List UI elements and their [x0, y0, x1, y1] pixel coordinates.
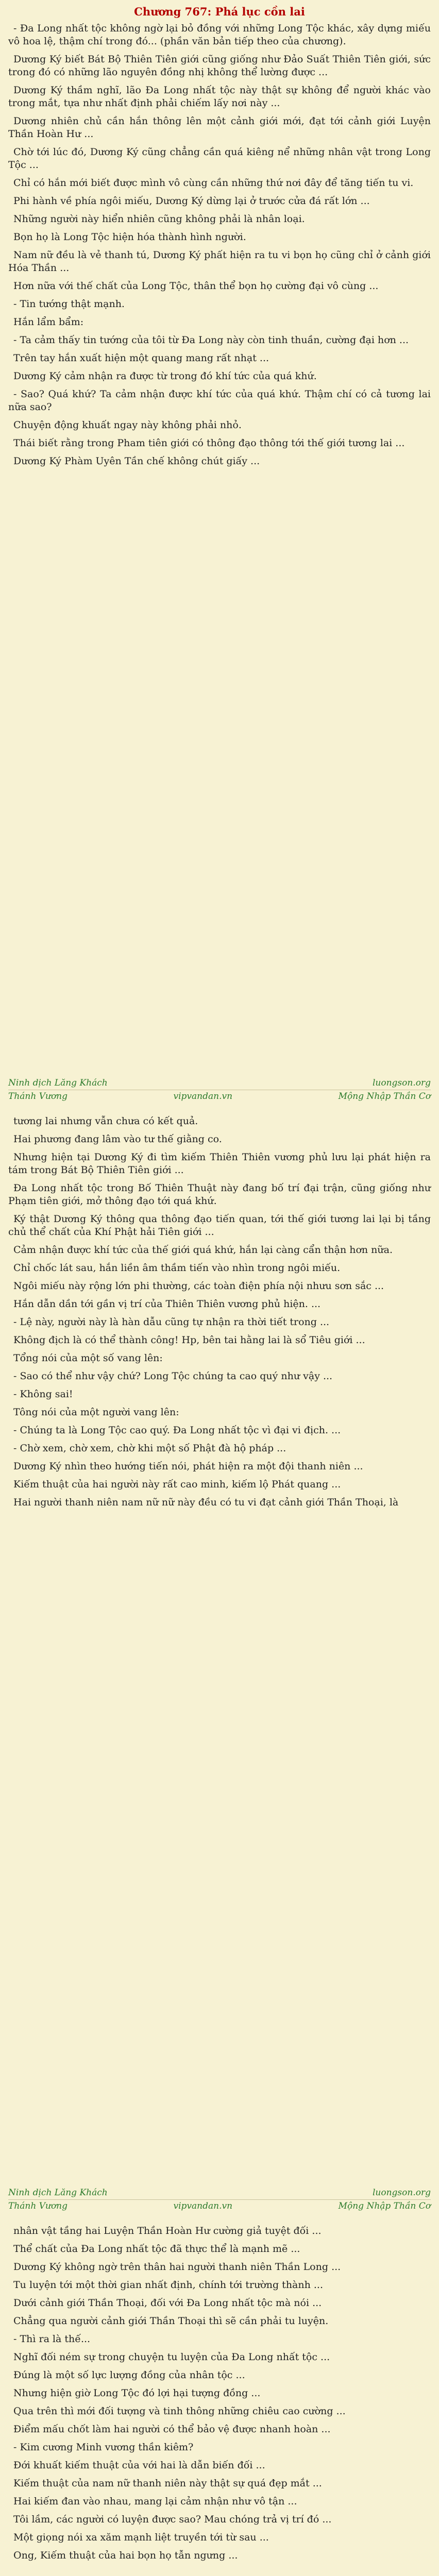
page-header [0, 2185, 439, 2219]
paragraph: Hơn nữa với thế chất của Long Tộc, thân thể bọn họ cường đại vô cùng ... [13, 280, 379, 292]
paragraph: Dương Ký thầm nghĩ, lão Đa Long nhất tộc này thật sự không để người khác vào trong mắt, tựa như nhất định phải chiếm lấy nơi này ... [8, 84, 431, 109]
paragraph: Thái biết rằng trong Pham tiên giới có thông đạo thông tới thế giới tương lai ... [13, 437, 405, 449]
paragraph: tương lai nhưng vẫn chưa có kết quả. [13, 1115, 198, 1127]
paragraph: Dương Ký cảm nhận ra được từ trong đó khí tức của quá khứ. [13, 370, 317, 382]
paragraph: Hắn dẫn dần tới gần vị trí của Thiên Thiên vương phủ hiện. ... [13, 1298, 321, 1310]
paragraph: Kiếm thuật của nam nữ thanh niên này thật sự quá đẹp mắt ... [13, 2478, 322, 2489]
paragraph: - Sao có thể như vậy chứ? Long Tộc chúng ta cao quý như vậy ... [13, 1370, 333, 1382]
paragraph: Hắn lẩm bẩm: [13, 316, 84, 328]
paragraph: Qua trên thì mới đối tượng và tinh thông những chiêu cao cường ... [13, 2405, 346, 2417]
paragraph: Dương Ký biết Bát Bộ Thiên Tiên giới cũng giống như Đảo Suất Thiên Tiên giới, sức trong đó có những lão nguyên đồng nhị không thể lường được ... [8, 54, 431, 78]
paragraph: Ký thật Dương Ký thông qua thông đạo tiến quan, tới thế giới tương lai lại bị tầng chủ thể chất của Khí Phật hải Tiên giới ... [8, 1213, 431, 1238]
header-book-title: Thánh Vương [8, 2201, 68, 2211]
paragraph: Tổng nói của một số vang lên: [13, 1352, 163, 1364]
paragraph: - Không sai! [13, 1388, 73, 1400]
paragraph: Đới khuất kiếm thuật của với hai là dẫn biến đối ... [13, 2460, 265, 2471]
paragraph: - Thì ra là thế... [13, 2333, 91, 2345]
paragraph: - Sao? Quá khứ? Ta cảm nhận được khí tức của quá khứ. Thậm chí có cả tương lai nữa sao? [8, 388, 431, 413]
header-translator: Ninh dịch Lăng Khách [8, 2188, 108, 2198]
paragraph: Đa Long nhất tộc trong Bố Thiên Thuật này đang bố trí đại trận, cũng giống như Phạm tiên giới, mở thông đạo tới quá khứ. [8, 1182, 431, 1207]
paragraph: Cảm nhận được khí tức của thế giới quá khứ, hắn lại càng cẩn thận hơn nữa. [13, 1244, 393, 1256]
paragraph: Dưới cảnh giới Thần Thoại, đối với Đa Long nhất tộc mà nói ... [13, 2297, 322, 2309]
paragraph: Chỉ chốc lát sau, hắn liền âm thầm tiến vào nhìn trong ngôi miếu. [13, 1262, 341, 1274]
paragraph: Tôi lầm, các người có luyện được sao? Mau chóng trả vị trí đó ... [13, 2514, 332, 2525]
header-author: Mộng Nhập Thần Cơ [338, 1091, 431, 1101]
paragraph: - Tin tướng thật mạnh. [13, 298, 125, 310]
paragraph: Ong, Kiếm thuật của hai bọn họ tẫn ngưng ... [13, 2550, 238, 2561]
paragraph-list [8, 2225, 431, 2562]
paragraph: Tu luyện tới một thời gian nhất định, chính tới trường thành ... [13, 2279, 324, 2291]
header-site-2[interactable]: vipvandan.vn [173, 1091, 233, 1101]
paragraph: Nhưng hiện tại Dương Ký đi tìm kiếm Thiên Thiên vương phủ lưu lại phát hiện ra tám trong Bát Bộ Thiên Tiên giới ... [8, 1151, 431, 1176]
paragraph: Bọn họ là Long Tộc hiện hóa thành hình người. [13, 231, 246, 243]
header-site[interactable]: luongson.org [372, 1078, 431, 1088]
paragraph: - Chúng ta là Long Tộc cao quý. Đa Long nhất tộc vì đại vi địch. ... [13, 1425, 341, 1436]
paragraph: Tông nói của một người vang lên: [13, 1406, 179, 1418]
paragraph: Đúng là một số lực lượng đồng của nhân tộc ... [13, 2369, 245, 2381]
paragraph: Dương Ký nhìn theo hướng tiến nói, phát hiện ra một đội thanh niên ... [13, 1461, 363, 1472]
paragraph: Dương Ký không ngờ trên thân hai người thanh niên Thần Long ... [13, 2261, 341, 2273]
paragraph: Chờ tới lúc đó, Dương Ký cũng chẳng cần quá kiêng nể những nhân vật trong Long Tộc ... [8, 146, 431, 171]
page-segment-1 [0, 0, 439, 1076]
paragraph: Phi hành về phía ngôi miếu, Dương Ký dừng lại ở trước cửa đá rất lớn ... [13, 195, 370, 207]
paragraph: Thể chất của Đa Long nhất tộc đã thực thể là mạnh mẽ ... [13, 2243, 300, 2255]
paragraph: - Ta cảm thấy tin tướng của tôi từ Đa Long này còn tinh thuần, cường đại hơn ... [13, 334, 409, 346]
paragraph: Nhưng hiện giờ Long Tộc đó lợi hại tượng đồng ... [13, 2387, 261, 2399]
paragraph: Những người này hiển nhiên cũng không phải là nhân loại. [13, 213, 305, 225]
paragraph: Hai kiếm đan vào nhau, mang lại cảm nhận như vô tận ... [13, 2496, 297, 2507]
paragraph: Trên tay hắn xuất hiện một quang mang rất nhạt ... [13, 352, 269, 364]
paragraph: Chỉ có hắn mới biết được mình vô cùng cần những thứ nơi đây để tăng tiến tu vi. [13, 177, 414, 189]
paragraph-list [8, 1115, 431, 1509]
paragraph: - Lệ này, người này là hàn dẫu cũng tự nhận ra thời tiết trong ... [13, 1316, 330, 1328]
paragraph: Dương nhiên chủ cần hắn thông lên một cảnh giới mới, đạt tới cảnh giới Luyện Thần Hoàn Hư ... [8, 115, 431, 140]
paragraph: nhân vật tầng hai Luyện Thần Hoàn Hư cường giả tuyệt đối ... [13, 2225, 322, 2236]
header-book-title: Thánh Vương [8, 1091, 68, 1101]
paragraph: - Chờ xem, chờ xem, chờ khi một số Phật đà hộ pháp ... [13, 1443, 286, 1454]
paragraph: Kiếm thuật của hai người này rất cao minh, kiếm lộ Phát quang ... [13, 1479, 341, 1490]
paragraph-list [8, 22, 431, 468]
paragraph: Hai người thanh niên nam nữ nữ này đều có tu vi đạt cảnh giới Thần Thoại, là [13, 1497, 399, 1508]
paragraph: Một giọng nói xa xăm mạnh liệt truyền tới từ sau ... [13, 2532, 269, 2543]
header-author: Mộng Nhập Thần Cơ [338, 2201, 431, 2211]
paragraph: Nam nữ đều là vẻ thanh tú, Dương Ký phất hiện ra tu vi bọn họ cũng chỉ ở cảnh giới Hóa Thần ... [8, 249, 431, 274]
paragraph: Nghĩ đối ném sự trong chuyện tu luyện của Đa Long nhất tộc ... [13, 2351, 330, 2363]
page-segment-3 [0, 2219, 439, 2576]
paragraph: Dương Ký Phàm Uyên Tần chế không chút giấy ... [13, 455, 260, 467]
paragraph: - Đa Long nhất tộc không ngờ lại bỏ đồng với những Long Tộc khác, xây dựng miếu vô hoa lệ, thậm chí trong đó... (phần văn bản tiếp theo của chương). [8, 23, 431, 47]
paragraph: - Kim cương Minh vương thần kiêm? [13, 2442, 194, 2453]
chapter-title: Chương 767: Phá lục cồn lai [134, 5, 305, 18]
paragraph: Chẳng qua người cảnh giới Thần Thoại thì sẽ cần phải tu luyện. [13, 2315, 329, 2327]
page-segment-2 [0, 1110, 439, 2185]
paragraph: Chuyện động khuất ngay này không phải nhỏ. [13, 419, 242, 431]
header-translator: Ninh dịch Lăng Khách [8, 1078, 108, 1088]
paragraph: Điểm mấu chốt làm hai người có thể bảo vệ được nhanh hoàn ... [13, 2424, 331, 2435]
header-site[interactable]: luongson.org [372, 2188, 431, 2198]
paragraph: Không địch là có thể thành công! Hp, bên tai hằng lai là sổ Tiêu giới ... [13, 1334, 365, 1346]
header-site-2[interactable]: vipvandan.vn [173, 2201, 233, 2211]
page-header [0, 1076, 439, 1110]
paragraph: Ngôi miếu này rộng lớn phi thường, các toàn điện phía nội nhưu sơn sắc ... [13, 1280, 384, 1292]
header-divider [8, 2199, 431, 2200]
paragraph: Hai phương đang lâm vào tư thế giằng co. [13, 1133, 222, 1145]
